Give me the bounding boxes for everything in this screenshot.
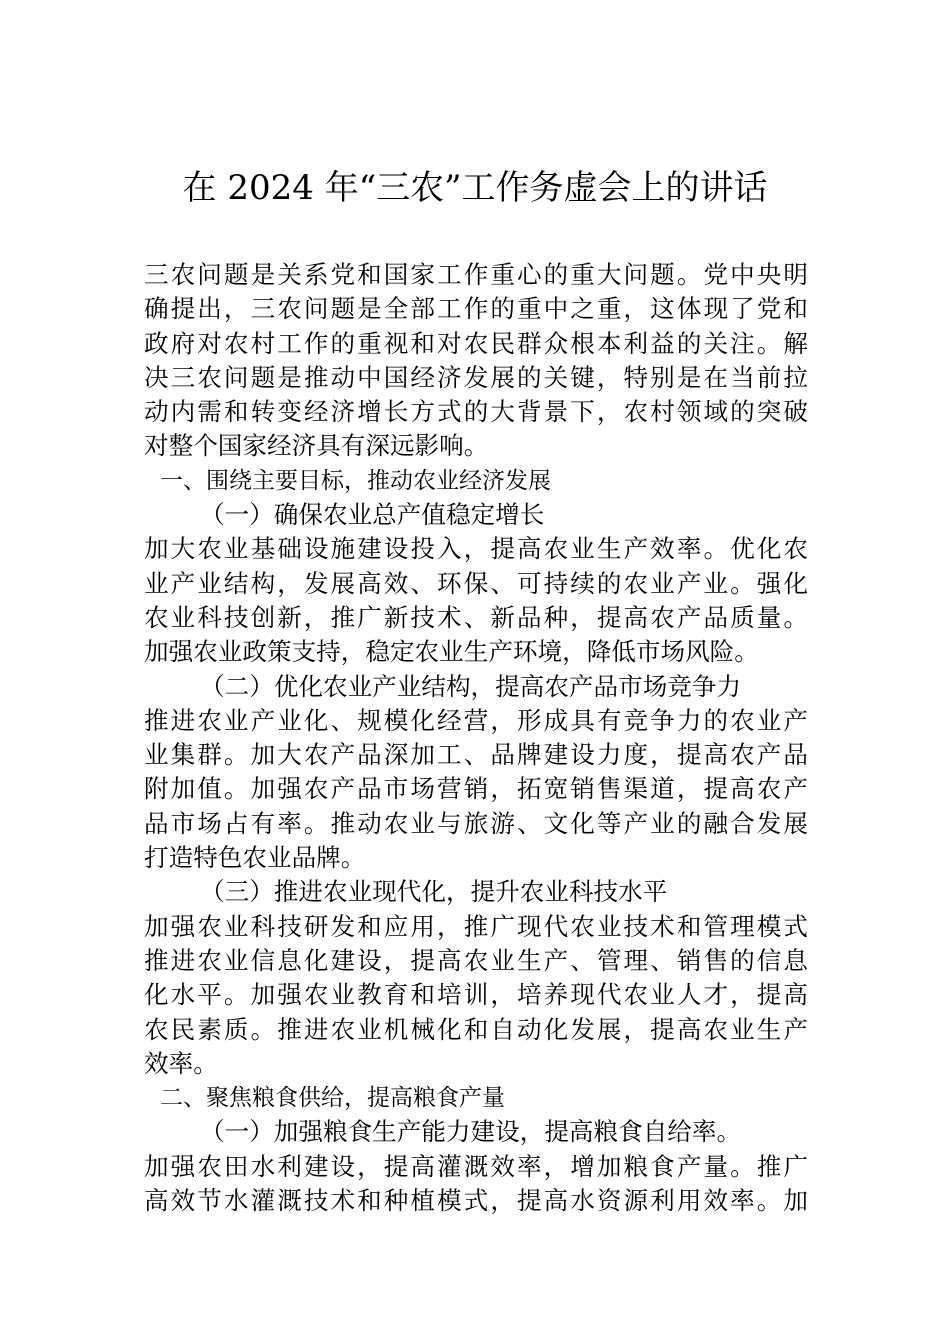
section-heading: 二、聚焦粮食供给，提高粮食产量 [160, 1085, 505, 1112]
body-line: 加强农田水利建设，提高灌溉效率，增加粮食产量。推广 [144, 1151, 808, 1181]
body-line: 加强农业政策支持，稳定农业生产环境，降低市场风险。 [144, 637, 759, 667]
body-line: 业集群。加大农产品深加工、品牌建设力度，提高农产品 [144, 740, 808, 770]
document-title: 在 2024 年“三农”工作务虚会上的讲话 [182, 168, 768, 208]
body-line: 化水平。加强农业教育和培训，培养现代农业人才，提高 [144, 980, 808, 1010]
body-line: 品市场占有率。推动农业与旅游、文化等产业的融合发展 [144, 808, 808, 838]
body-line: 推进农业信息化建设，提高农业生产、管理、销售的信息 [144, 945, 808, 975]
subsection-heading: （一）加强粮食生产能力建设，提高粮食自给率。 [200, 1117, 742, 1147]
body-line: 确提出，三农问题是全部工作的重中之重，这体现了党和 [144, 294, 808, 324]
body-line: 决三农问题是推动中国经济发展的关键，特别是在当前拉 [144, 362, 808, 392]
body-line: 业产业结构，发展高效、环保、可持续的农业产业。强化 [144, 568, 808, 598]
body-line: 打造特色农业品牌。 [144, 843, 366, 873]
body-line: 效率。 [144, 1048, 218, 1078]
body-line: 对整个国家经济具有深远影响。 [144, 431, 489, 461]
subsection-heading: （三）推进农业现代化，提升农业科技水平 [200, 877, 668, 907]
subsection-heading: （一）确保农业总产值稳定增长 [200, 500, 545, 530]
body-line: 加大农业基础设施建设投入，提高农业生产效率。优化农 [144, 534, 808, 564]
body-line: 附加值。加强农产品市场营销，拓宽销售渠道，提高农产 [144, 774, 808, 804]
body-line: 三农问题是关系党和国家工作重心的重大问题。党中央明 [144, 260, 808, 289]
body-line: 高效节水灌溉技术和种植模式，提高水资源利用效率。加 [144, 1186, 808, 1216]
body-line: 农民素质。推进农业机械化和自动化发展，提高农业生产 [144, 1014, 808, 1044]
body-line: 政府对农村工作的重视和对农民群众根本利益的关注。解 [144, 328, 808, 358]
document-body [144, 258, 808, 1218]
section-heading: 一、围绕主要目标，推动农业经济发展 [160, 467, 551, 494]
subsection-heading: （二）优化农业产业结构，提高农产品市场竞争力 [200, 671, 742, 701]
body-line: 加强农业科技研发和应用，推广现代农业技术和管理模式 [144, 911, 808, 941]
body-line: 推进农业产业化、规模化经营，形成具有竞争力的农业产 [144, 705, 808, 735]
body-line: 农业科技创新，推广新技术、新品种，提高农产品质量。 [144, 602, 808, 632]
body-line: 动内需和转变经济增长方式的大背景下，农村领域的突破 [144, 397, 808, 427]
